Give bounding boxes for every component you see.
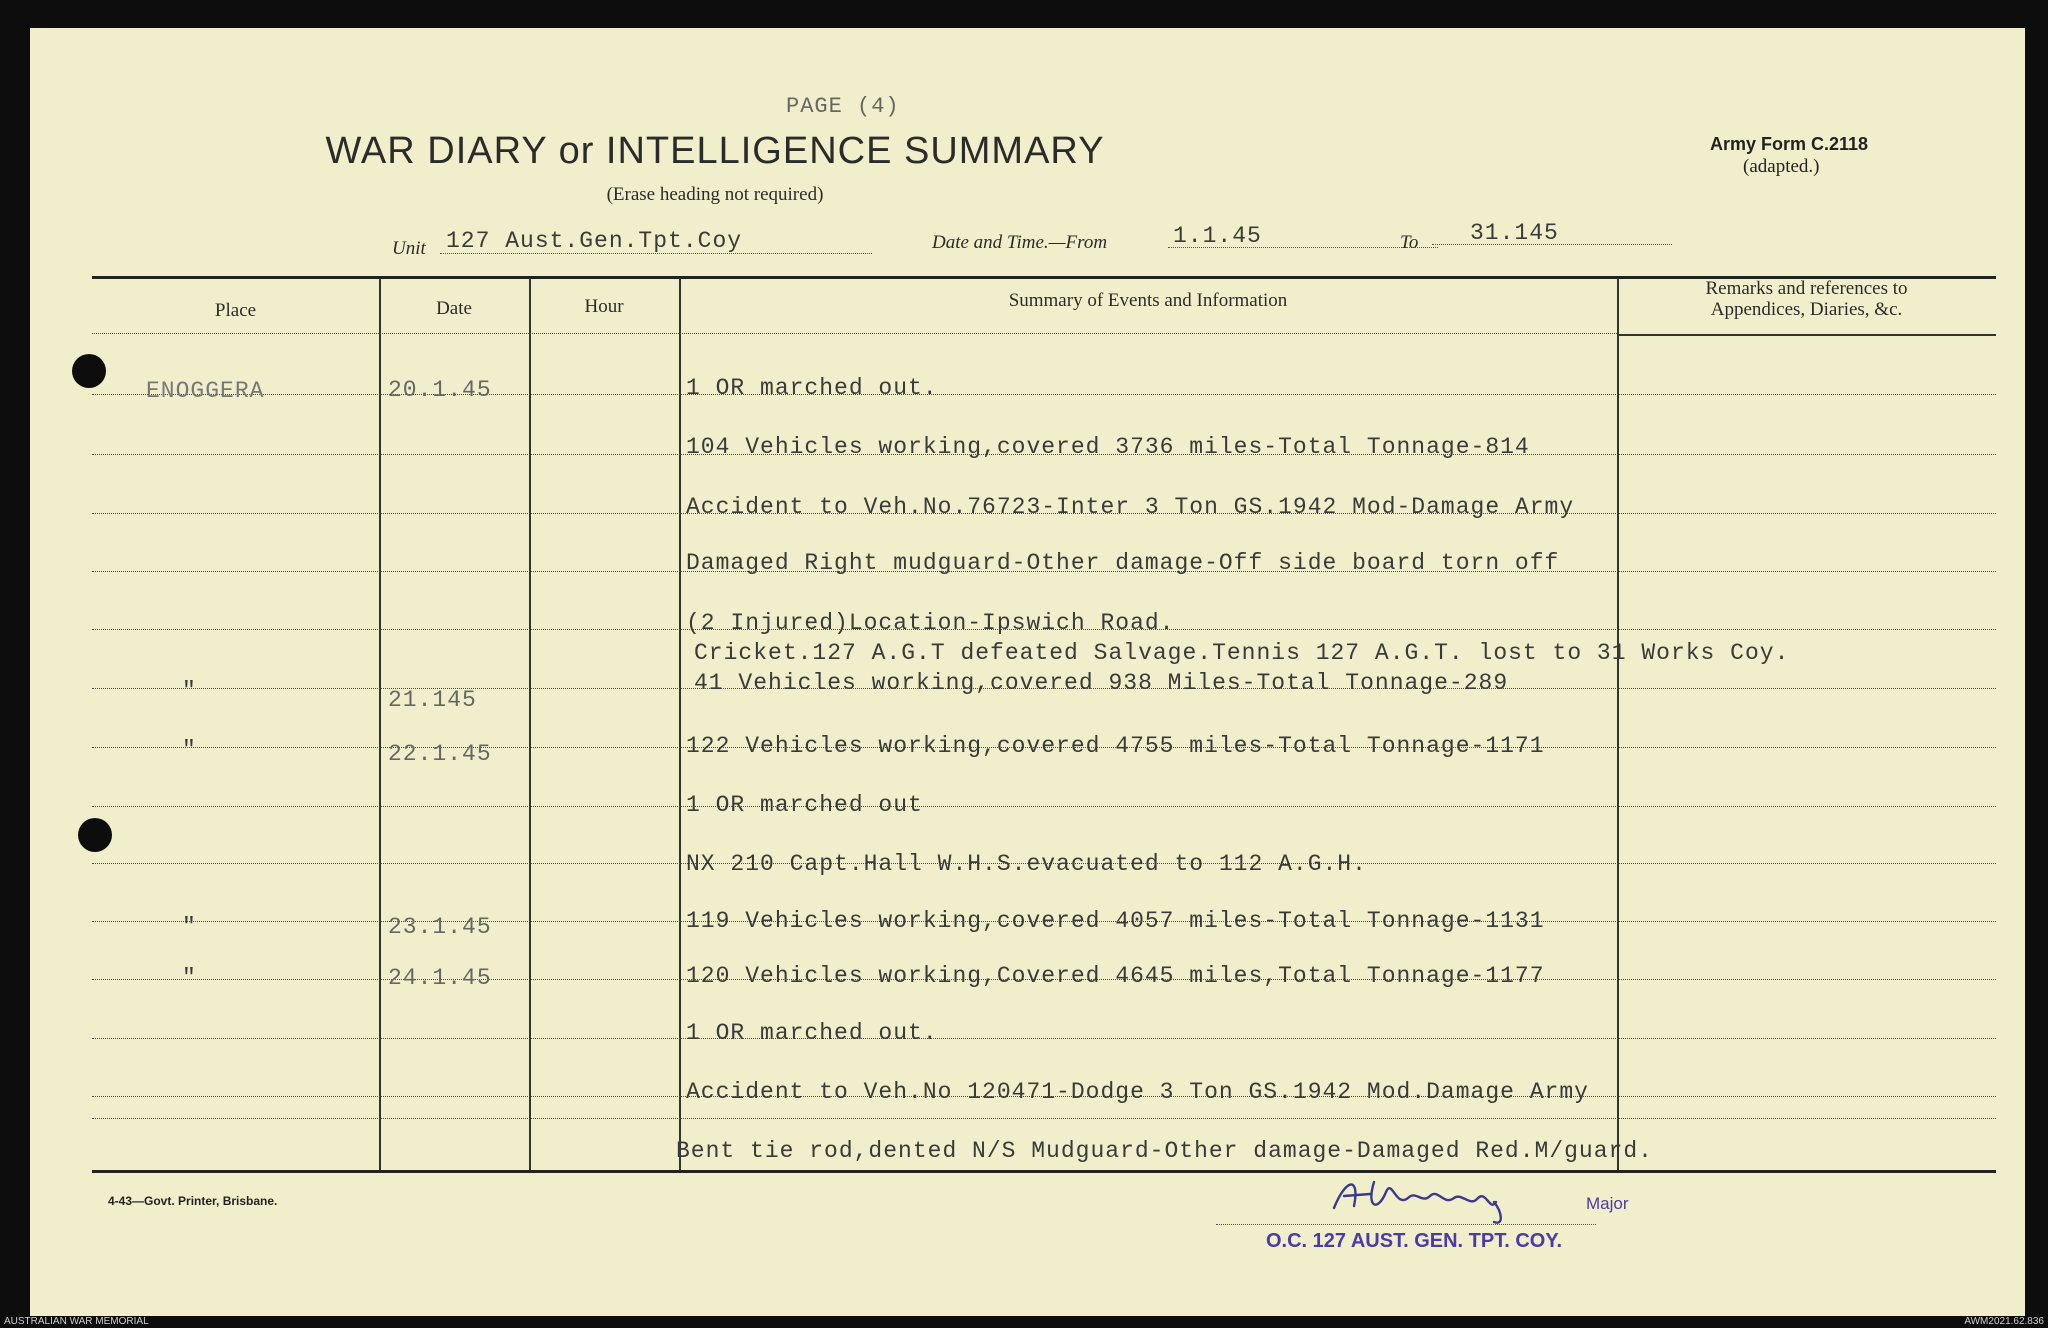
- to-date-value: 31.145: [1470, 220, 1559, 246]
- summary-cell: 120 Vehicles working,Covered 4645 miles,Total Tonnage-1177: [686, 963, 1545, 989]
- signature-drawing: [1326, 1168, 1566, 1228]
- summary-cell: 1 OR marched out.: [686, 375, 938, 401]
- column-divider-summary: [1617, 278, 1619, 1170]
- column-header-place: Place: [214, 300, 257, 321]
- officer-commanding-stamp: O.C. 127 AUST. GEN. TPT. COY.: [1266, 1230, 1562, 1252]
- rank-stamp: Major: [1586, 1194, 1629, 1213]
- row-line: [92, 333, 1617, 334]
- remarks-header-rule: [1617, 334, 1996, 336]
- table-bottom-rule: [92, 1170, 1996, 1173]
- column-header-remarks-line2: Appendices, Diaries, &c.: [1710, 299, 1903, 320]
- date-cell: 24.1.45: [388, 965, 492, 991]
- summary-cell: (2 Injured)Location-Ipswich Road.: [686, 610, 1175, 636]
- summary-cell: 41 Vehicles working,covered 938 Miles-Total Tonnage-289: [694, 670, 1509, 696]
- row-line: [92, 1038, 1996, 1039]
- summary-cell: 122 Vehicles working,covered 4755 miles-Total Tonnage-1171: [686, 733, 1545, 759]
- summary-cell: 1 OR marched out: [686, 792, 923, 818]
- row-line: [92, 1118, 1996, 1119]
- form-title: WAR DIARY or INTELLIGENCE SUMMARY: [325, 130, 1105, 172]
- date-time-from-label: Date and Time.—From: [932, 232, 1108, 253]
- column-divider-place: [379, 278, 381, 1170]
- date-cell: 22.1.45: [388, 741, 492, 767]
- summary-cell: NX 210 Capt.Hall W.H.S.evacuated to 112 A.G.H.: [686, 851, 1367, 877]
- summary-cell: Accident to Veh.No.76723-Inter 3 Ton GS.1942 Mod-Damage Army: [686, 494, 1575, 520]
- archive-reference: AWM2021.62.836: [1964, 1316, 2044, 1327]
- printer-note: 4-43—Govt. Printer, Brisbane.: [108, 1194, 278, 1208]
- summary-cell: Cricket.127 A.G.T defeated Salvage.Tennis 127 A.G.T. lost to 31 Works Coy.: [694, 640, 1790, 666]
- summary-cell: Bent tie rod,dented N/S Mudguard-Other damage-Damaged Red.M/guard.: [676, 1138, 1653, 1164]
- unit-label: Unit: [392, 238, 426, 259]
- place-cell: ": [182, 914, 197, 940]
- column-divider-hour: [679, 278, 681, 1170]
- place-cell: ": [182, 737, 197, 763]
- page-number: PAGE (4): [786, 94, 900, 119]
- column-divider-date: [529, 278, 531, 1170]
- column-header-summary: Summary of Events and Information: [1008, 290, 1288, 311]
- place-cell: ": [182, 678, 197, 704]
- punch-hole: [78, 818, 112, 852]
- summary-cell: 1 OR marched out.: [686, 1020, 938, 1046]
- row-line: [92, 394, 1996, 395]
- place-cell: ": [182, 965, 197, 991]
- column-header-date: Date: [436, 298, 472, 319]
- to-label: To: [1400, 232, 1419, 253]
- signature: [1326, 1168, 1566, 1233]
- archive-credit: AUSTRALIAN WAR MEMORIAL: [4, 1316, 149, 1327]
- date-cell: 23.1.45: [388, 914, 492, 940]
- summary-cell: 104 Vehicles working,covered 3736 miles-Total Tonnage-814: [686, 434, 1530, 460]
- row-line: [92, 806, 1996, 807]
- column-header-remarks: Remarks and references to: [1705, 278, 1908, 299]
- army-form-number: Army Form C.2118: [1710, 134, 1869, 154]
- from-date-value: 1.1.45: [1173, 223, 1262, 249]
- summary-cell: Damaged Right mudguard-Other damage-Off side board torn off: [686, 550, 1560, 576]
- army-form-note: (adapted.): [1743, 156, 1820, 177]
- punch-hole: [72, 354, 106, 388]
- place-cell: ENOGGERA: [146, 378, 265, 404]
- column-header-hour: Hour: [584, 296, 624, 317]
- diary-sheet: [30, 28, 2025, 1316]
- date-cell: 20.1.45: [388, 377, 492, 403]
- form-subtitle: (Erase heading not required): [606, 184, 824, 205]
- summary-cell: 119 Vehicles working,covered 4057 miles-Total Tonnage-1131: [686, 908, 1545, 934]
- summary-cell: Accident to Veh.No 120471-Dodge 3 Ton GS.1942 Mod.Damage Army: [686, 1079, 1589, 1105]
- date-cell: 21.145: [388, 687, 477, 713]
- unit-value: 127 Aust.Gen.Tpt.Coy: [446, 228, 743, 254]
